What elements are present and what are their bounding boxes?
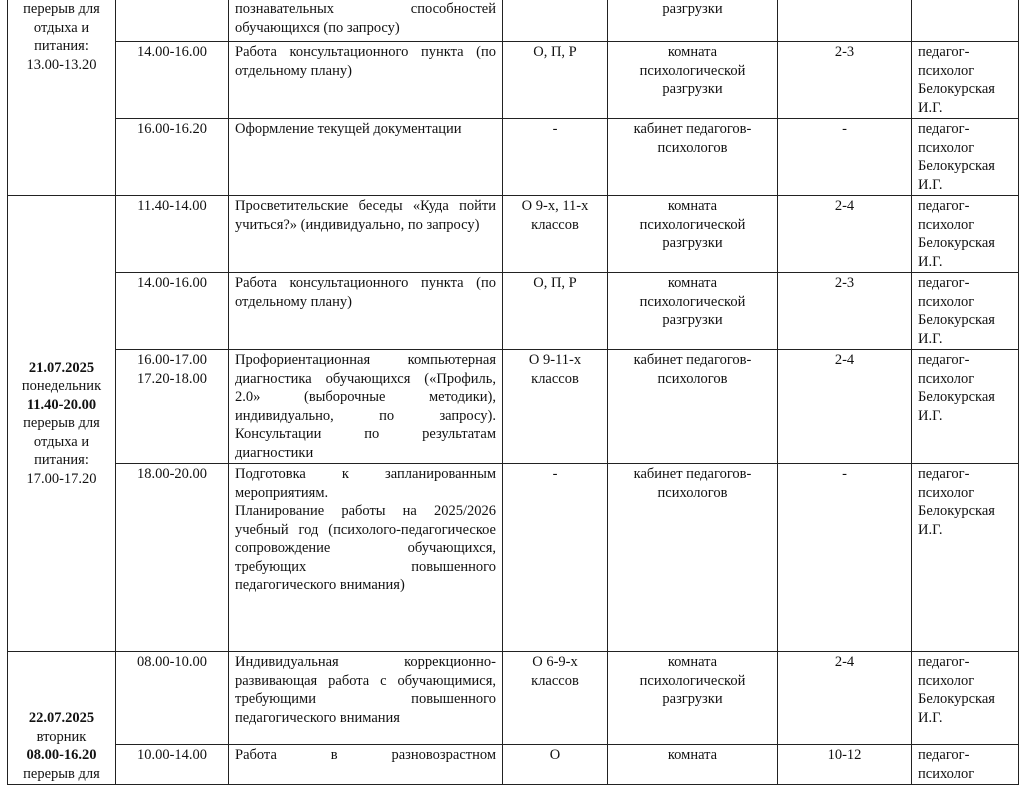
responsible-cell: педагог-психолог [912,745,1019,785]
table-row [8,273,1019,350]
hours-cell [778,0,912,42]
table-row [8,350,1019,464]
time-cell [116,0,229,42]
place-cell: кабинет педагогов-психологов [608,119,778,196]
table-row [8,464,1019,652]
hours-cell: 2-4 [778,196,912,273]
activity-cell: Работа в разновозрастном [229,745,503,785]
date-cell: 21.07.2025 понедельник 11.40-20.00 перерыв для отдыха и питания: 17.00-17.20 [8,196,116,652]
activity-cell: Оформление текущей документации [229,119,503,196]
time-cell: 14.00-16.00 [116,273,229,350]
participants-cell: - [503,464,608,652]
activity-cell: Работа консультационного пункта (по отдельному плану) [229,42,503,119]
responsible-cell: педагог-психолог Белокурская И.Г. [912,652,1019,745]
time-cell: 10.00-14.00 [116,745,229,785]
time-cell: 11.40-14.00 [116,196,229,273]
table-row [8,652,1019,745]
place-cell: комната психологической разгрузки [608,42,778,119]
hours-cell: 2-4 [778,652,912,745]
date-label: 21.07.2025 [28,359,95,376]
place-cell: кабинет педагогов-психологов [608,350,778,464]
hours-cell: - [778,119,912,196]
work-hours-label: 08.00-16.20 [26,747,97,763]
table-row [8,42,1019,119]
participants-cell: О [503,745,608,785]
time-cell: 16.00-16.20 [116,119,229,196]
work-hours-label: 11.40-20.00 [26,396,97,413]
place-cell: разгрузки [608,0,778,42]
responsible-cell: педагог-психолог Белокурская И.Г. [912,273,1019,350]
time-cell: 14.00-16.00 [116,42,229,119]
participants-cell: О, П, Р [503,273,608,350]
activity-cell: Просветительские беседы «Куда пойти учиться?» (индивидуально, по запросу) [229,196,503,273]
table-row [8,0,1019,42]
hours-cell: 10-12 [778,745,912,785]
hours-cell: - [778,464,912,652]
place-cell: кабинет педагогов-психологов [608,464,778,652]
time-cell: 16.00-17.00 17.20-18.00 [116,350,229,464]
time-cell: 18.00-20.00 [116,464,229,652]
place-cell: комната психологической разгрузки [608,652,778,745]
table-row [8,119,1019,196]
weekday-label: понедельник [21,378,102,395]
hours-cell: 2-3 [778,273,912,350]
activity-cell: познавательных способностей обучающихся (по запросу) [229,0,503,42]
participants-cell [503,0,608,42]
responsible-cell [912,0,1019,42]
hours-cell: 2-3 [778,42,912,119]
schedule-table [7,0,1019,785]
responsible-cell: педагог-психолог Белокурская И.Г. [912,350,1019,464]
participants-cell: - [503,119,608,196]
date-label: 22.07.2025 [28,710,95,726]
participants-cell: О 9-11-х классов [503,350,608,464]
place-cell: комната психологической разгрузки [608,273,778,350]
activity-cell: Подготовка к запланированным мероприятиям. Планирование работы на 2025/2026 учебный год (психолого-педагогическое сопровождение обучающихся, требующих повышенного педагогического внимания) [229,464,503,652]
responsible-cell: педагог-психолог Белокурская И.Г. [912,119,1019,196]
participants-cell: О 9-х, 11-х классов [503,196,608,273]
responsible-cell: педагог-психолог Белокурская И.Г. [912,42,1019,119]
date-cell: 22.07.2025 вторник 08.00-16.20 перерыв для [8,652,116,785]
responsible-cell: педагог-психолог Белокурская И.Г. [912,196,1019,273]
table-row [8,745,1019,785]
responsible-cell: педагог-психолог Белокурская И.Г. [912,464,1019,652]
weekday-label: вторник [36,728,87,745]
place-cell: комната [608,745,778,785]
date-cell: перерыв для отдыха и питания: 13.00-13.20 [8,0,116,196]
table-row [8,196,1019,273]
participants-cell: О, П, Р [503,42,608,119]
activity-cell: Профориентационная компьютерная диагностика обучающихся («Профиль, 2.0» (выборочные методики), индивидуально, по запросу). Консультации по результатам диагностики [229,350,503,464]
participants-cell: О 6-9-х классов [503,652,608,745]
activity-cell: Работа консультационного пункта (по отдельному плану) [229,273,503,350]
activity-cell: Индивидуальная коррекционно-развивающая работа с обучающимися, требующими повышенного педагогического внимания [229,652,503,745]
time-cell: 08.00-10.00 [116,652,229,745]
hours-cell: 2-4 [778,350,912,464]
place-cell: комната психологической разгрузки [608,196,778,273]
